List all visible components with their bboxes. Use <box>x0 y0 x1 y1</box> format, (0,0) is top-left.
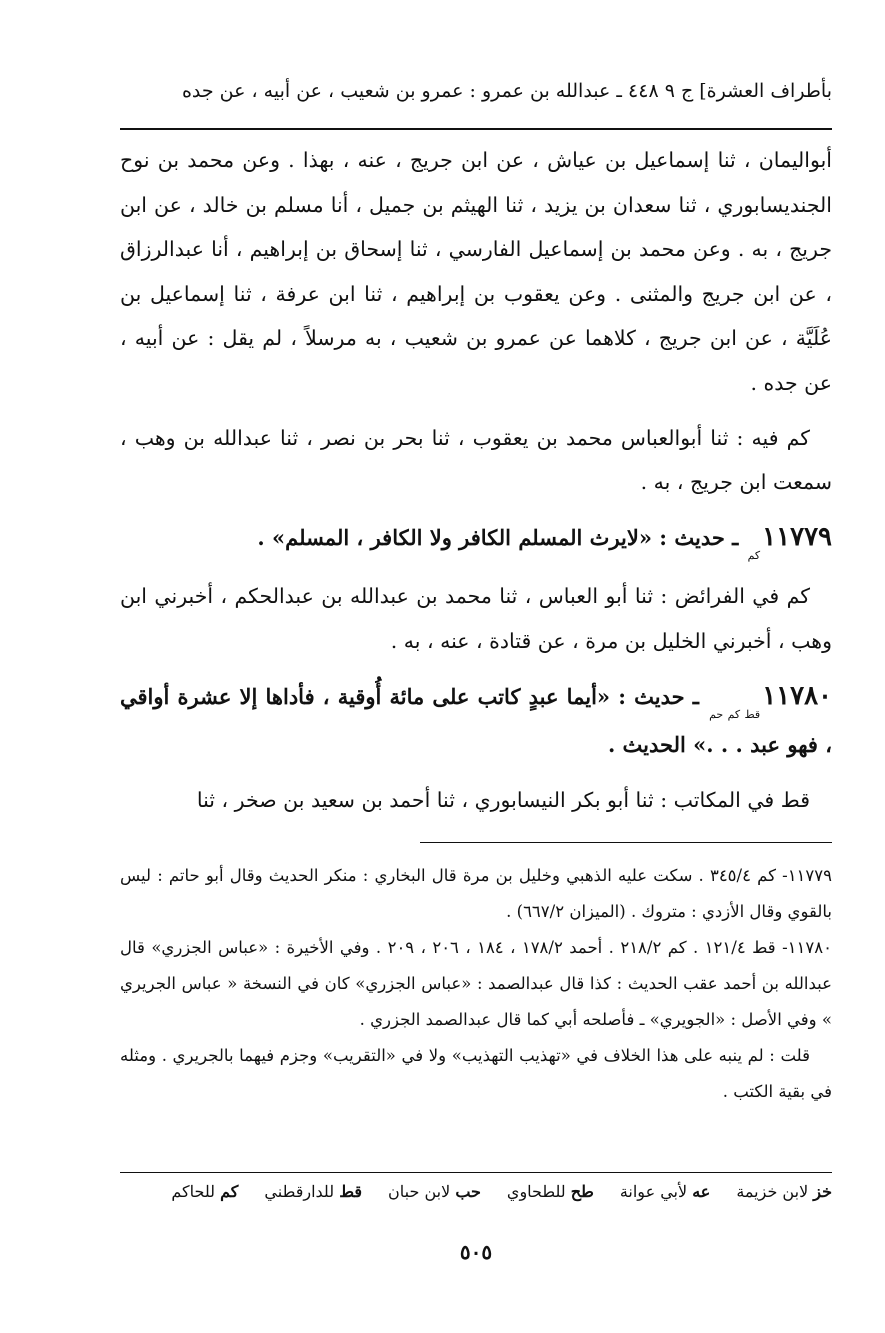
running-header: بأطراف العشرة] ج ٩ ٤٤٨ ـ عبدالله بن عمرو : عمرو بن شعيب ، عن أبيه ، عن جده <box>181 80 832 102</box>
legend-item: طح للطحاوي <box>506 1182 594 1201</box>
footnote-11779: ١١٧٧٩- كم ٣٤٥/٤ . سكت عليه الذهبي وخليل بن مرة قال البخاري : منكر الحديث وقال أبو حاتم : ليس بالقوي وقال الأزدي : متروك . (الميزان ٦٦٧/٢) . <box>120 866 832 921</box>
header-rule <box>120 128 832 130</box>
paragraph-isnad-3: كم في الفرائض : ثنا أبو العباس ، ثنا محمد بن عبدالله بن عبدالحكم ، أخبرني ابن وهب ، أخبرني الخليل بن مرة ، عن قتادة ، عنه ، به . <box>120 584 832 653</box>
footnote-11780: ١١٧٨٠- قط ١٢١/٤ . كم ٢١٨/٢ . أحمد ١٧٨/٢ ، ١٨٤ ، ٢٠٦ ، ٢٠٩ . وفي الأخيرة : «عباس الجزري» قال عبدالله بن أحمد عقب الحديث : كذا قال عبدالصمد : «عباس الجزري» كان في النسخة « عباس الجريري » وفي الأصل : «الجويري» ـ فأصلحه أبي كما قال عبدالصمد الجزري . <box>120 938 832 1029</box>
footnote-rule <box>420 842 832 843</box>
legend-item: قط للدارقطني <box>264 1182 363 1201</box>
main-text <box>120 138 832 822</box>
paragraph-isnad-4: قط في المكاتب : ثنا أبو بكر النيسابوري ، ثنا أحمد بن سعيد بن صخر ، ثنا <box>196 787 810 812</box>
abbreviation-legend <box>120 1182 832 1201</box>
legend-item: حب لابن حبان <box>388 1182 481 1201</box>
hadith-11779 <box>120 515 832 565</box>
hadith-number: ١١٧٨٠ <box>762 680 833 711</box>
page-number: ٥٠٥ <box>459 1240 493 1264</box>
paragraph-isnad-2: كم فيه : ثنا أبوالعباس محمد بن يعقوب ، ثنا بحر بن نصر ، ثنا عبدالله بن وهب ، سمعت ابن جريج ، به . <box>120 425 832 495</box>
book-page <box>120 0 832 1333</box>
legend-rule <box>120 1172 832 1173</box>
hadith-text: ـ حديث : «أيما عبدٍ كاتب على مائة أُوقية ، فأداها إلا عشرة أواقي ، فهو عبد . . .» الحديث . <box>120 683 832 758</box>
hadith-source-tag: قط كم حم <box>709 707 761 721</box>
legend-item: خز لابن خزيمة <box>736 1182 832 1201</box>
hadith-11780 <box>120 674 832 768</box>
hadith-text: ـ حديث : «لايرث المسلم الكافر ولا الكافر ، المسلم» . <box>257 524 739 550</box>
paragraph-isnad-1: أبواليمان ، ثنا إسماعيل بن عياش ، عن ابن جريج ، عنه ، بهذا . وعن محمد بن نوح الجنديسابوري ، ثنا سعدان بن يزيد ، ثنا الهيثم بن جميل ، أنا مسلم بن خالد ، عن ابن جريج ، به . وعن محمد بن إسماعيل الفارسي ، ثنا إسحاق بن إبراهيم ، أنا عبدالرزاق ، عن ابن جريج والمثنى . وعن يعقوب بن إبراهيم ، ثنا ابن عرفة ، ثنا إسماعيل بن عُلَيَّة ، عن ابن جريج ، كلاهما عن عمرو بن شعيب ، به مرسلاً ، لم يقل : عن أبيه ، عن جده . <box>120 148 832 395</box>
footnotes <box>120 858 832 1110</box>
legend-item: عه لأبي عوانة <box>619 1182 711 1201</box>
footnote-comment: قلت : لم ينبه على هذا الخلاف في «تهذيب التهذيب» ولا في «التقريب» وجزم فيهما بالجريري . ومثله في بقية الكتب . <box>120 1046 832 1101</box>
hadith-source-tag: كم <box>747 548 761 562</box>
hadith-number: ١١٧٧٩ <box>762 521 832 552</box>
legend-item: كم للحاكم <box>171 1182 239 1201</box>
